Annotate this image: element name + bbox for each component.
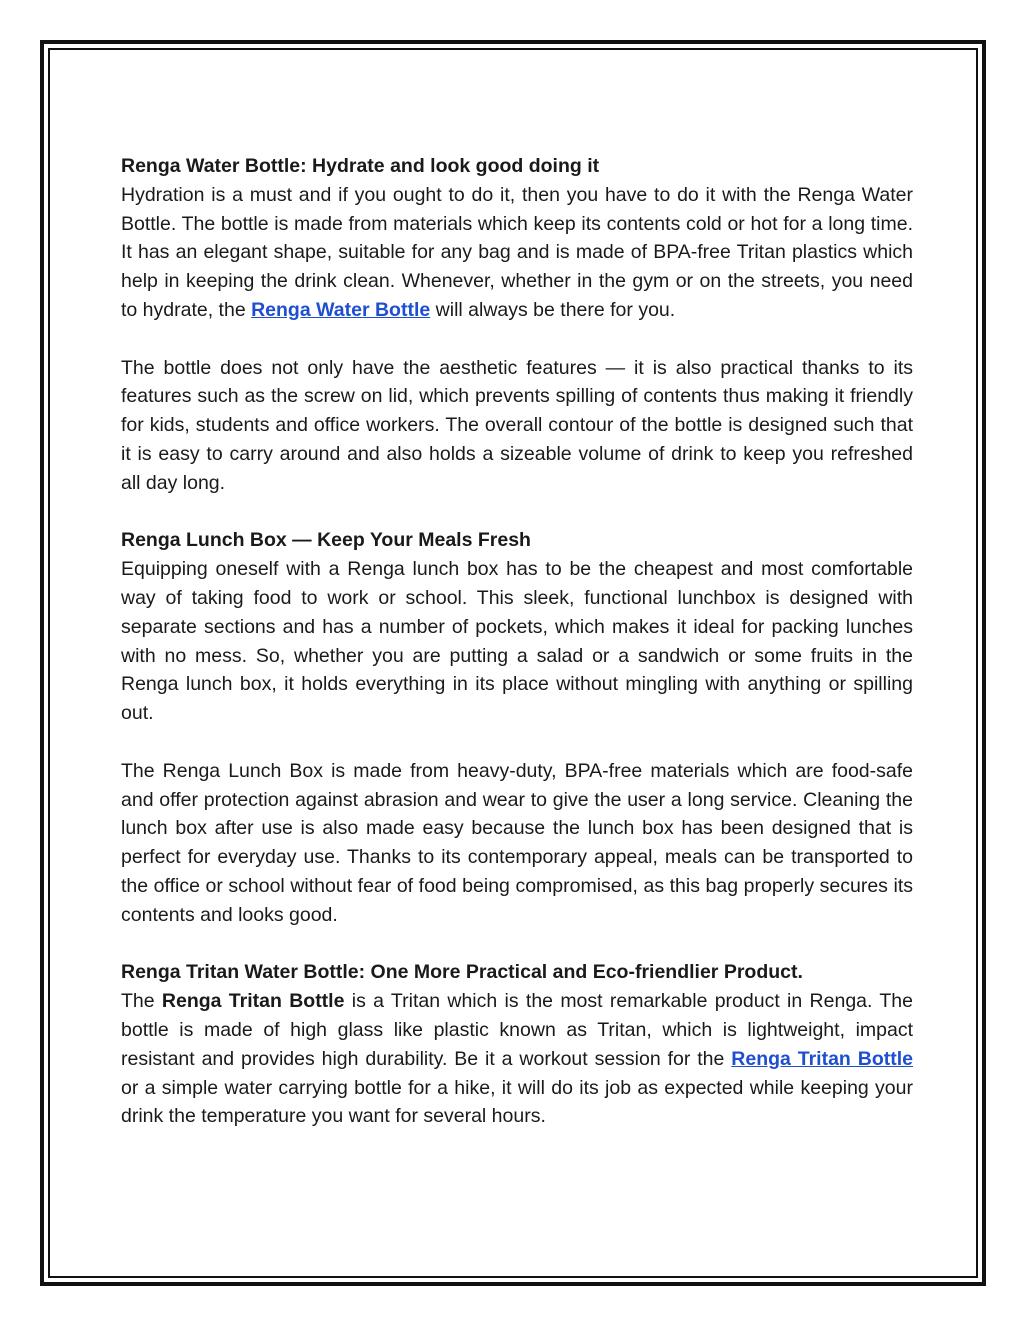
renga-tritan-bottle-link[interactable]: Renga Tritan Bottle: [731, 1047, 913, 1070]
tritan-bottle-paragraph: [121, 987, 913, 1131]
lunch-box-paragraph-2: The Renga Lunch Box is made from heavy-duty, BPA-free materials which are food-safe and offer protection against abrasion and wear to give the user a long service. Cleaning the lunch box after use is also made easy because the lunch box has been designed that is perfect for everyday use. Thanks to its contemporary appeal, meals can be transported to the office or school without fear of food being compromised, as this bag properly secures its contents and looks good.: [121, 759, 913, 926]
renga-water-bottle-link[interactable]: Renga Water Bottle: [251, 298, 431, 321]
lunch-box-paragraph-1: Equipping oneself with a Renga lunch box has to be the cheapest and most comfortable way of taking food to work or school. This sleek, functional lunchbox is designed with separate sections and has a number of pockets, which makes it ideal for packing lunches with no mess. So, whether you are putting a salad or a sandwich or some fruits in the Renga lunch box, it holds everything in its place without mingling with anything or spilling out.: [121, 558, 913, 725]
water-bottle-text-before-link: Hydration is a must and if you ought to do it, then you have to do it with the Renga Water Bottle. The bottle is made from materials which keep its contents cold or hot for a long time. It has an elegant shape, suitable for any bag and is made of BPA-free Tritan plastics which help in keeping the drink clean. Whenever, whether in the gym or on the streets, you need to hydrate, the: [121, 183, 913, 321]
water-bottle-paragraph-1: [121, 181, 913, 325]
water-bottle-paragraph-2: The bottle does not only have the aesthetic features — it is also practical thanks to its features such as the screw on lid, which prevents spilling of contents thus making it friendly for kids, students and office workers. The overall contour of the bottle is designed such that it is easy to carry around and also holds a sizeable volume of drink to keep you refreshed all day long.: [121, 356, 913, 494]
lunch-box-heading: Renga Lunch Box — Keep Your Meals Fresh: [121, 529, 531, 552]
tritan-text-middle: is a Tritan which is the most remarkable product in Renga. The bottle is made of high glass like plastic known as Tritan, which is lightweight, impact resistant and provides high durability. Be it a workout session for the: [121, 990, 913, 1070]
water-bottle-text-after-link: will always be there for you.: [430, 298, 676, 321]
tritan-text-suffix: or a simple water carrying bottle for a hike, it will do its job as expected while keeping your drink the temperature you want for several hours.: [121, 1076, 913, 1128]
tritan-text-prefix: The: [121, 990, 162, 1013]
tritan-bottle-heading: Renga Tritan Water Bottle: One More Practical and Eco-friendlier Product.: [121, 961, 803, 984]
tritan-bottle-bold-name: Renga Tritan Bottle: [161, 990, 345, 1013]
water-bottle-heading: Renga Water Bottle: Hydrate and look good doing it: [121, 155, 600, 177]
document-body: [121, 152, 913, 1160]
